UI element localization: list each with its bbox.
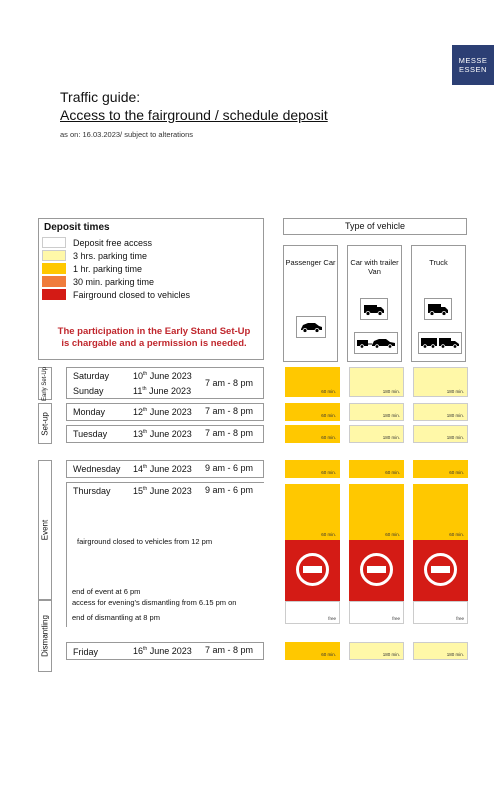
legend-label: Deposit free access xyxy=(73,237,153,248)
day-name: Sunday xyxy=(73,386,104,396)
legend-label: 3 hrs. parking time xyxy=(73,250,148,261)
cell-monday-car: 60 min. xyxy=(285,403,340,421)
date: 15th June 2023 xyxy=(133,486,192,496)
evening-access-note: access for evening's dismantling from 6.15 pm on xyxy=(72,598,237,607)
page-subtitle: Access to the fairground / schedule deposit xyxy=(60,107,328,123)
schedule-row-early-setup xyxy=(66,367,264,399)
date: 11th June 2023 xyxy=(133,386,192,396)
day-name: Saturday xyxy=(73,371,110,381)
section-label: Set-up xyxy=(40,411,50,436)
section-setup xyxy=(38,403,52,444)
cell-monday-van: 180 min. xyxy=(349,403,404,421)
vehicle-label-line-2: Van xyxy=(368,267,381,276)
legend-item-30min xyxy=(42,276,154,287)
date: 13th June 2023 xyxy=(133,429,192,439)
page-title: Traffic guide: xyxy=(60,89,141,105)
legend-swatch xyxy=(42,237,66,248)
no-entry-icon xyxy=(424,553,457,586)
car-trailer-icon xyxy=(354,332,398,354)
schedule-row-wednesday xyxy=(66,460,264,478)
section-label: Dismantling xyxy=(40,615,50,657)
cell-thursday-free-truck: free xyxy=(413,601,468,624)
section-early-setup xyxy=(38,367,52,400)
messe-essen-logo xyxy=(452,45,494,85)
legend-item-closed xyxy=(42,289,190,300)
cell-wednesday-car: 60 min. xyxy=(285,460,340,478)
legend-title: Deposit times xyxy=(44,222,110,233)
schedule-row-tuesday xyxy=(66,425,264,443)
logo-line-1: MESSE xyxy=(458,56,488,65)
cell-thursday-closed-truck xyxy=(413,540,468,601)
cell-thursday-free-van: free xyxy=(349,601,404,624)
cell-monday-truck: 180 min. xyxy=(413,403,468,421)
no-entry-icon xyxy=(296,553,329,586)
time-range: 7 am - 8 pm xyxy=(205,406,254,416)
cell-early-car: 60 min. xyxy=(285,367,340,397)
end-of-dismantling-note: end of dismantling at 8 pm xyxy=(72,613,160,622)
cell-thursday-am-car: 60 min. xyxy=(285,484,340,540)
legend-item-free xyxy=(42,237,152,248)
schedule-row-friday xyxy=(66,642,264,660)
cell-thursday-closed-van xyxy=(349,540,404,601)
cell-thursday-free-car: free xyxy=(285,601,340,624)
cell-early-van: 180 min. xyxy=(349,367,404,397)
warning-line-1: The participation in the Early Stand Set-Up xyxy=(57,326,251,337)
logo-line-2: ESSEN xyxy=(459,65,487,74)
cell-tuesday-van: 180 min. xyxy=(349,425,404,443)
day-name: Monday xyxy=(73,407,106,417)
legend-item-1hr xyxy=(42,263,142,274)
truck-icon xyxy=(424,298,452,320)
early-setup-warning xyxy=(43,326,265,350)
day-name: Wednesday xyxy=(73,464,121,474)
section-dismantling xyxy=(38,600,52,672)
legend-swatch xyxy=(42,276,66,287)
vehicle-label: Truck xyxy=(429,258,448,267)
cell-friday-van: 180 min. xyxy=(349,642,404,660)
cell-tuesday-car: 60 min. xyxy=(285,425,340,443)
car-icon xyxy=(296,316,326,338)
day-name: Friday xyxy=(73,647,99,657)
no-entry-icon xyxy=(360,553,393,586)
cell-wednesday-van: 60 min. xyxy=(349,460,404,478)
vehicle-column-car-trailer-van xyxy=(347,245,402,362)
section-event xyxy=(38,460,52,600)
time-range: 7 am - 8 pm xyxy=(205,428,254,438)
warning-line-2: is chargable and a permission is needed. xyxy=(61,338,247,349)
cell-thursday-am-truck: 60 min. xyxy=(413,484,468,540)
closed-note: fairground closed to vehicles from 12 pm xyxy=(77,537,213,546)
date: 14th June 2023 xyxy=(133,464,192,474)
end-of-event-note: end of event at 6 pm xyxy=(72,587,141,596)
legend-swatch xyxy=(42,289,66,300)
cell-tuesday-truck: 180 min. xyxy=(413,425,468,443)
schedule-row-monday xyxy=(66,403,264,421)
section-label: Early Set-Up xyxy=(42,366,48,401)
as-of-note: as on: 16.03.2023/ subject to alterations xyxy=(60,130,194,139)
vehicle-column-passenger-car xyxy=(283,245,338,362)
legend-item-3hrs xyxy=(42,250,147,261)
legend-label: 30 min. parking time xyxy=(73,276,155,287)
legend-box xyxy=(38,218,264,360)
vehicle-column-truck xyxy=(411,245,466,362)
day-name: Tuesday xyxy=(73,429,108,439)
date: 10th June 2023 xyxy=(133,371,192,381)
day-name: Thursday xyxy=(73,486,111,496)
legend-label: 1 hr. parking time xyxy=(73,263,143,274)
legend-swatch xyxy=(42,263,66,274)
date: 16th June 2023 xyxy=(133,646,192,656)
time-range: 9 am - 6 pm xyxy=(205,463,254,473)
time-range: 7 am - 8 pm xyxy=(205,378,254,388)
cell-early-truck: 180 min. xyxy=(413,367,468,397)
cell-thursday-closed-car xyxy=(285,540,340,601)
schedule-row-thursday xyxy=(66,482,264,627)
section-label: Event xyxy=(40,519,50,541)
legend-swatch xyxy=(42,250,66,261)
time-range: 9 am - 6 pm xyxy=(205,485,254,495)
time-range: 7 am - 8 pm xyxy=(205,645,254,655)
cell-thursday-am-van: 60 min. xyxy=(349,484,404,540)
truck-trailer-icon xyxy=(418,332,462,354)
cell-friday-truck: 180 min. xyxy=(413,642,468,660)
vehicle-type-header: Type of vehicle xyxy=(283,218,467,235)
legend-label: Fairground closed to vehicles xyxy=(73,289,191,300)
vehicle-label xyxy=(348,258,401,276)
cell-friday-car: 60 min. xyxy=(285,642,340,660)
cell-wednesday-truck: 60 min. xyxy=(413,460,468,478)
date: 12th June 2023 xyxy=(133,407,192,417)
van-icon xyxy=(360,298,388,320)
vehicle-label: Passenger Car xyxy=(285,258,336,267)
vehicle-label-line-1: Car with trailer xyxy=(350,258,399,267)
